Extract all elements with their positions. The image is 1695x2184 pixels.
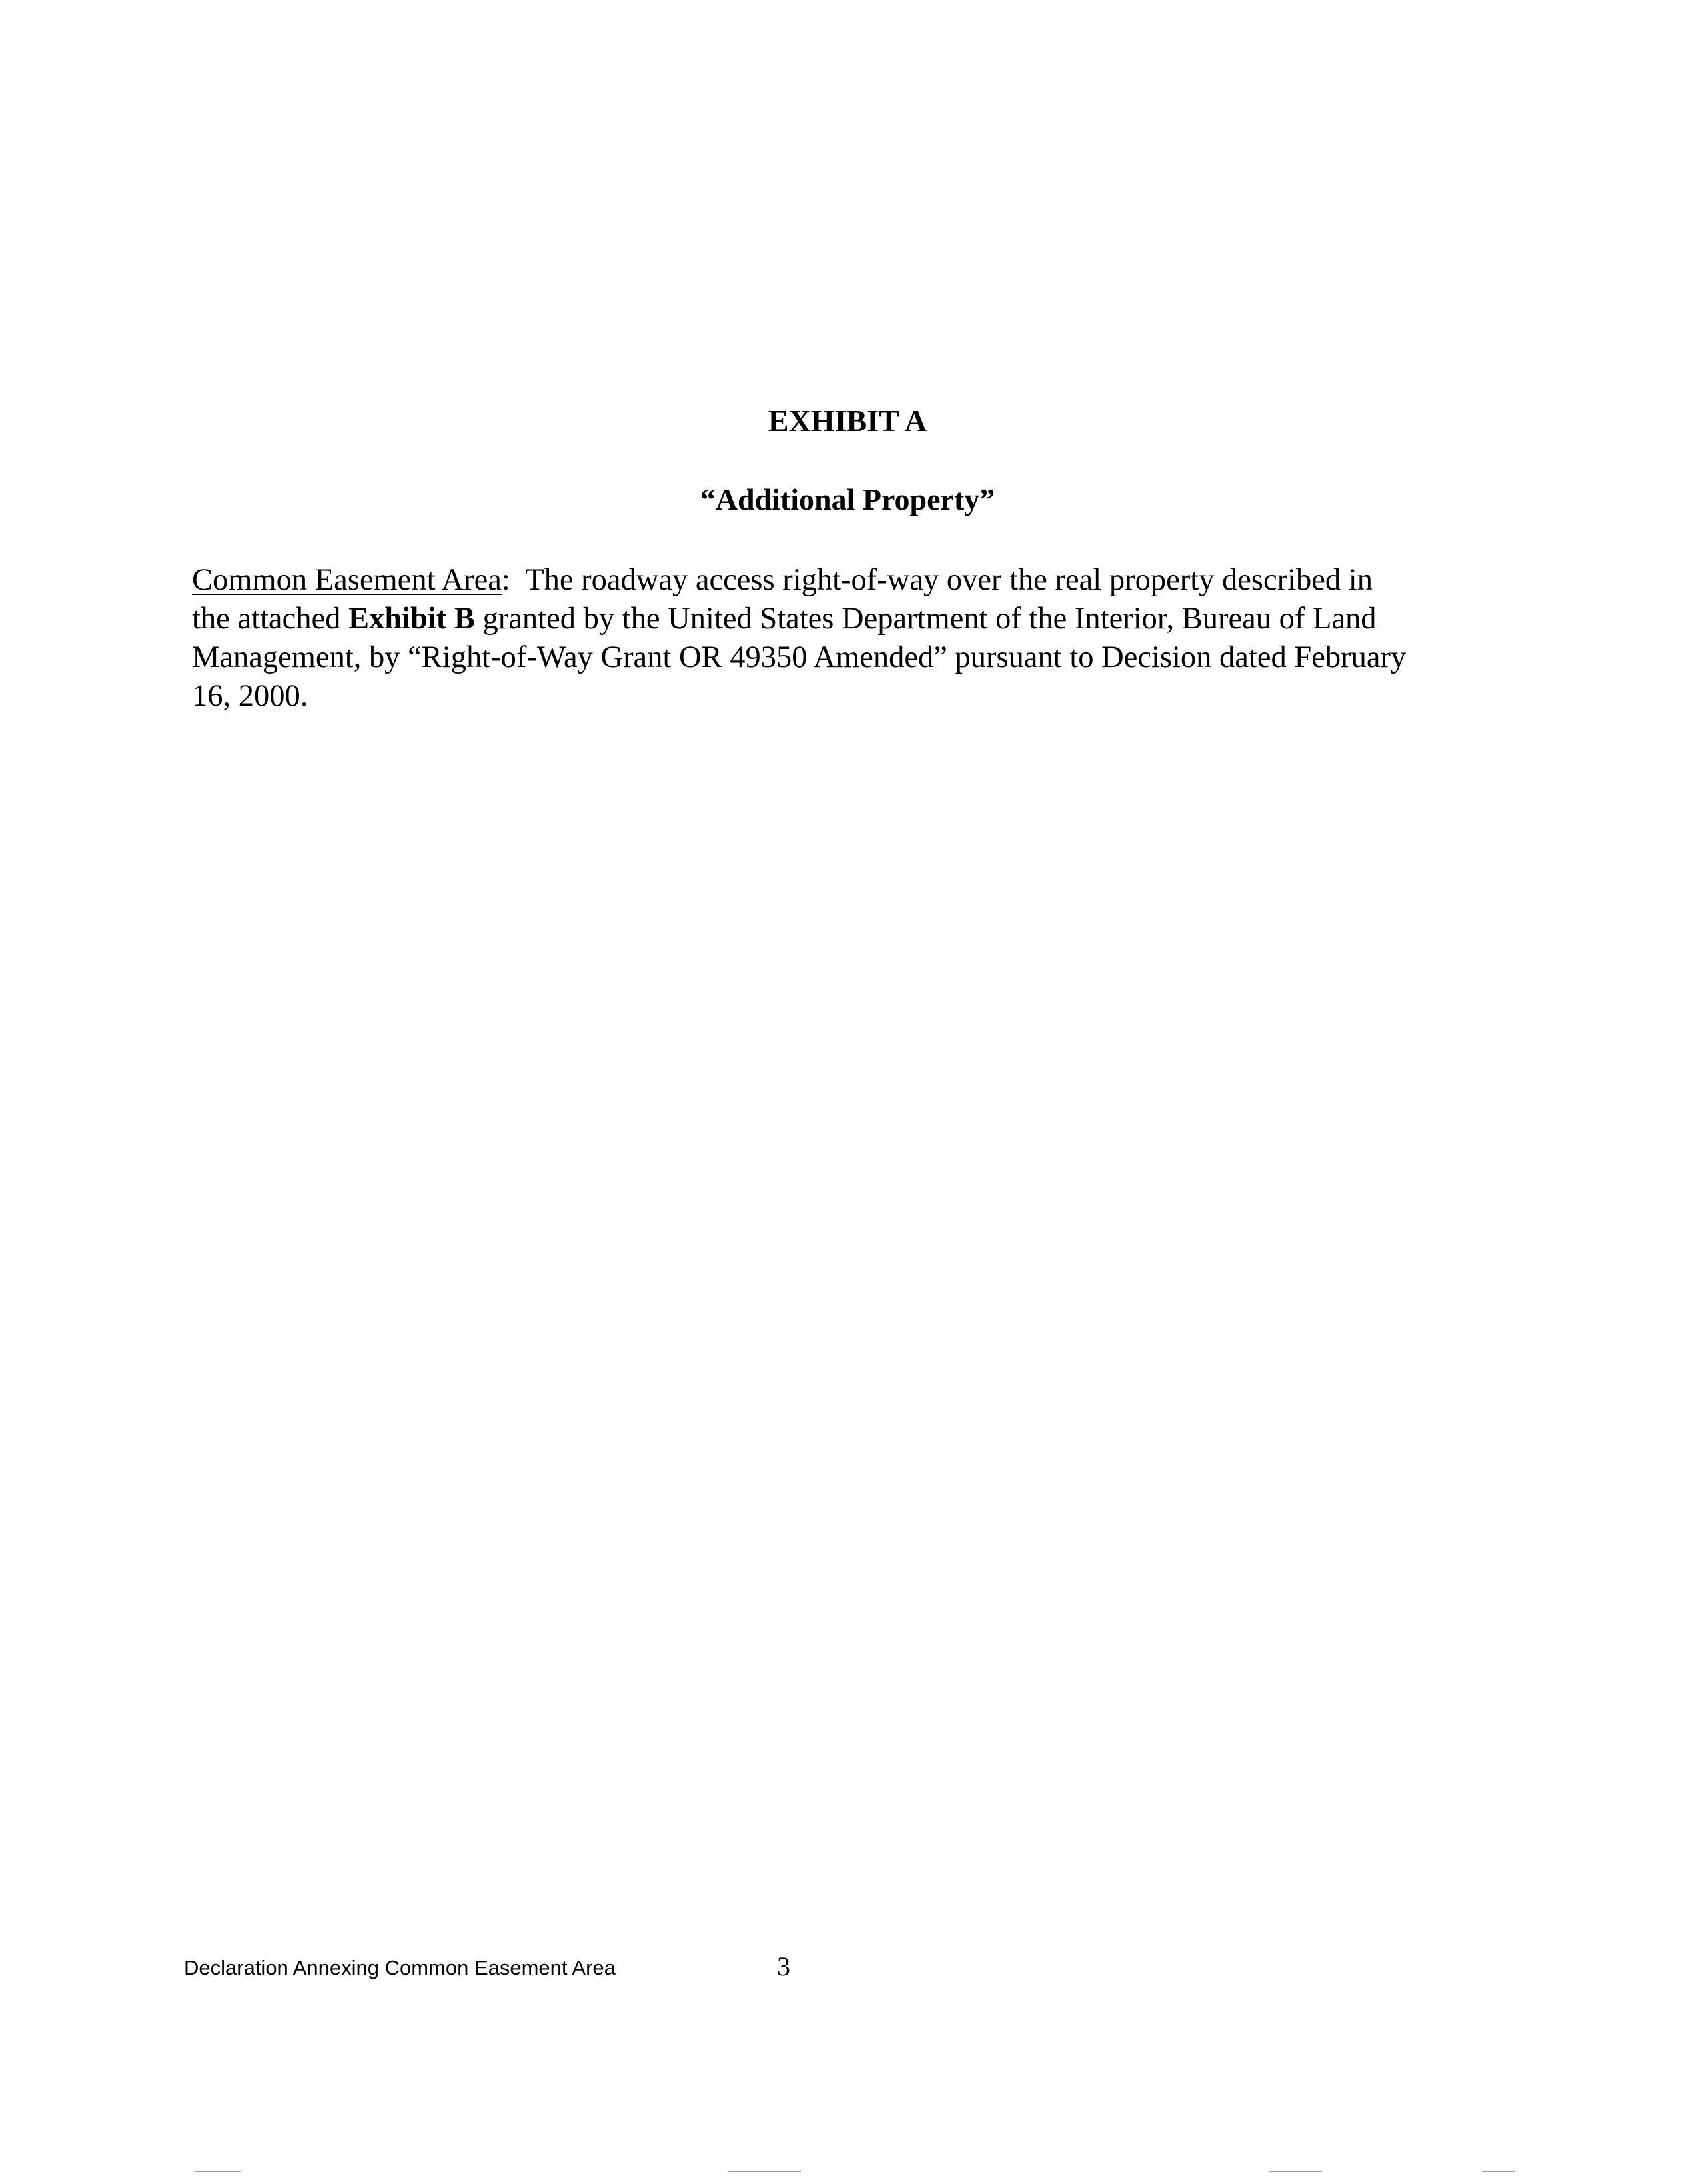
paragraph-line-2-text: granted by the United States Department of the Interior, Bureau of Land	[474, 602, 1377, 636]
footer-document-name: Declaration Annexing Common Easement Area	[184, 1956, 616, 1979]
page-number: 3	[777, 1951, 790, 1981]
paragraph-line-3: Management, by “Right-of-Way Grant OR 49350 Amended” pursuant to Decision dated February	[192, 640, 1407, 674]
scan-artifact	[1482, 2171, 1515, 2172]
paragraph-line-1	[192, 561, 1511, 600]
scan-artifact	[1269, 2171, 1322, 2172]
exhibit-b-reference: Exhibit B	[348, 602, 475, 636]
common-easement-paragraph	[192, 561, 1511, 716]
paragraph-line-2	[192, 600, 1511, 638]
term-colon: :	[501, 563, 510, 597]
paragraph-line-2-prefix: the attached	[192, 602, 348, 636]
paragraph-line-4: 16, 2000.	[192, 679, 308, 713]
scan-artifact	[728, 2171, 801, 2172]
defined-term: Common Easement Area	[192, 563, 502, 597]
paragraph-line-1-text: The roadway access right-of-way over the real property described in	[510, 563, 1373, 597]
exhibit-title: EXHIBIT A	[768, 404, 927, 438]
scan-artifact	[195, 2171, 241, 2172]
exhibit-subtitle: “Additional Property”	[700, 482, 995, 516]
